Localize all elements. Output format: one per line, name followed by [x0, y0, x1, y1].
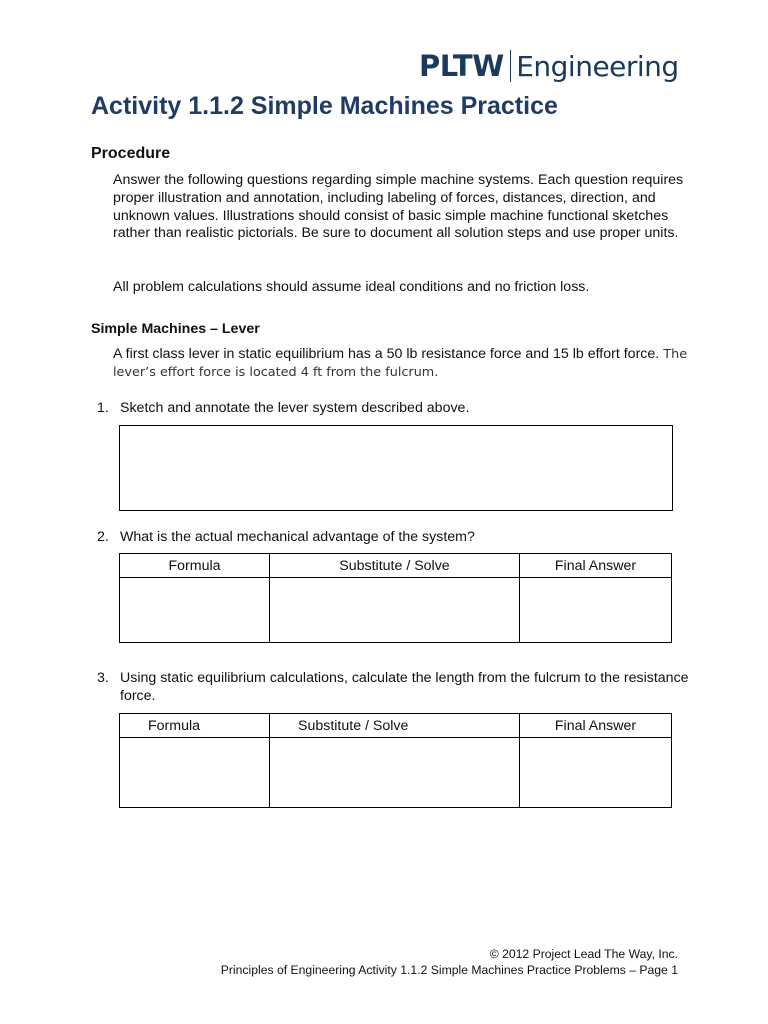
question-number: 2. — [97, 529, 109, 545]
question-text: Sketch and annotate the lever system described above. — [120, 400, 470, 416]
lever-description-tail: The lever’s effort force is located 4 ft from the fulcrum. — [113, 347, 688, 380]
question-3 — [97, 669, 697, 705]
answer-table-q2 — [119, 553, 672, 643]
page-title: Activity 1.1.2 Simple Machines Practice — [91, 92, 558, 120]
question-text: Using static equilibrium calculations, calculate the length from the fulcrum to the resistance force. — [120, 670, 689, 704]
sketch-answer-box[interactable] — [119, 425, 673, 511]
logo-divider — [510, 50, 512, 82]
pltw-engineering-logo — [419, 46, 679, 86]
answer-table-q3 — [119, 713, 672, 808]
formula-header: Formula — [120, 714, 270, 738]
final-answer-header: Final Answer — [520, 714, 672, 738]
logo-brand: PLTW — [419, 49, 504, 83]
footer-course-line: Principles of Engineering Activity 1.1.2 Simple Machines Practice Problems – Page 1 — [220, 962, 678, 977]
formula-cell[interactable] — [120, 578, 270, 643]
substitute-cell[interactable] — [270, 578, 520, 643]
footer-copyright: © 2012 Project Lead The Way, Inc. — [489, 947, 678, 961]
question-2 — [97, 528, 697, 546]
question-1 — [97, 399, 697, 417]
formula-header: Formula — [120, 554, 270, 578]
assumptions-paragraph: All problem calculations should assume ideal conditions and no friction loss. — [113, 279, 590, 295]
substitute-header: Substitute / Solve — [270, 554, 520, 578]
final-answer-cell[interactable] — [520, 738, 672, 808]
lever-heading: Simple Machines – Lever — [91, 321, 260, 337]
final-answer-header: Final Answer — [520, 554, 672, 578]
procedure-paragraph: Answer the following questions regarding simple machine systems. Each question requires proper illustration and annotation, including labeling of forces, distances, direction, and unknown values. Illustrations should consist of basic simple machine functional sketches rather than realistic pictorials. Be sure to document all solution steps and use proper units. — [113, 172, 684, 242]
question-number: 1. — [97, 400, 109, 416]
lever-description — [113, 346, 693, 382]
substitute-cell[interactable] — [270, 738, 520, 808]
page-footer — [221, 947, 678, 978]
logo-program: Engineering — [516, 49, 679, 83]
procedure-heading: Procedure — [91, 145, 171, 162]
substitute-header: Substitute / Solve — [270, 714, 520, 738]
question-number: 3. — [97, 670, 109, 686]
formula-cell[interactable] — [120, 738, 270, 808]
final-answer-cell[interactable] — [520, 578, 672, 643]
question-text: What is the actual mechanical advantage of the system? — [120, 529, 475, 545]
lever-description-main: A first class lever in static equilibrium has a 50 lb resistance force and 15 lb effort force. — [113, 346, 660, 362]
